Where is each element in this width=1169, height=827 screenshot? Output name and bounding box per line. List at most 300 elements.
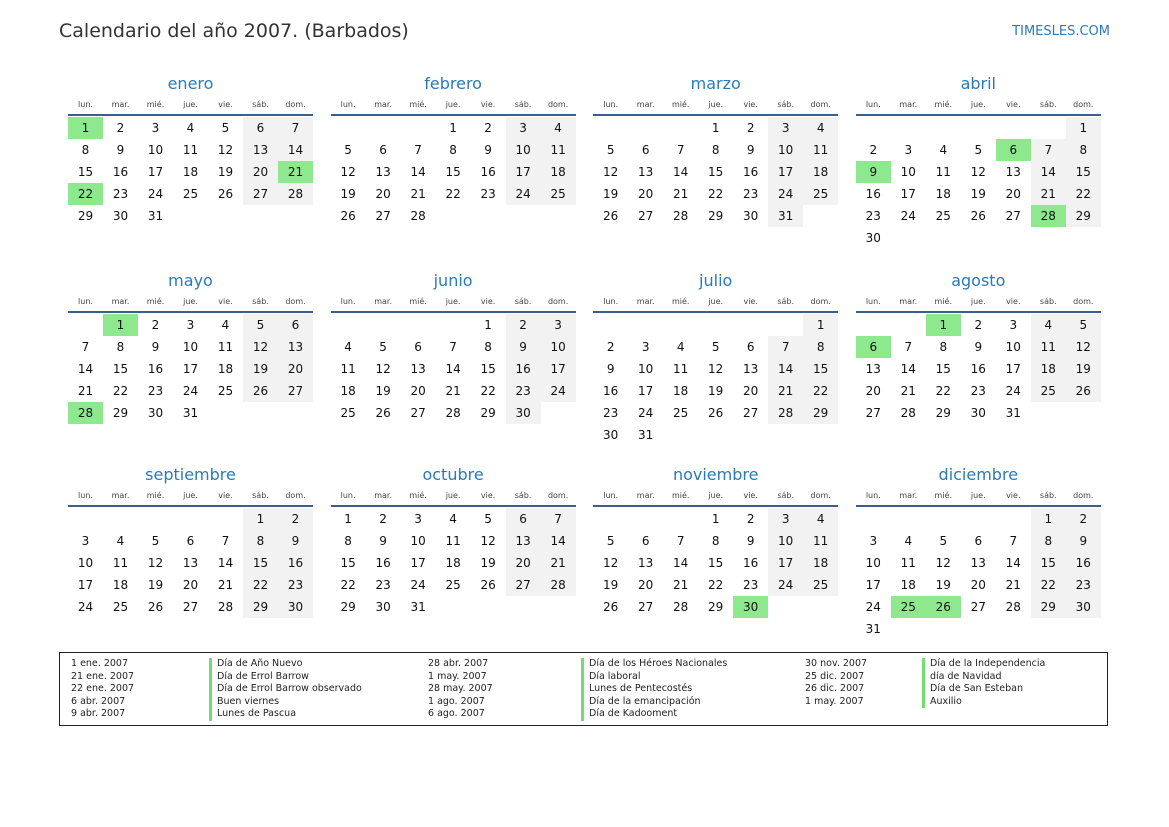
empty-cell (138, 508, 173, 530)
day-cell: 24 (900, 209, 916, 223)
weekday-label: vie. (218, 100, 233, 109)
empty-cell (1031, 117, 1066, 139)
day-cell: 29 (77, 209, 94, 223)
day-cell: 13 (243, 139, 278, 161)
weekday-label: vie. (743, 491, 758, 500)
day-cell: 17 (638, 384, 654, 398)
day-cell: 27 (865, 406, 881, 420)
weekday-label: dom. (1073, 100, 1094, 109)
weekday-label: sáb. (1039, 491, 1057, 500)
day-cell: 20 (410, 384, 426, 398)
weekday-label: jue. (970, 297, 986, 306)
day-cell: 7 (676, 534, 685, 548)
holiday-day-cell: 28 (1031, 205, 1066, 227)
day-cell: 20 (638, 187, 654, 201)
day-cell: 2 (974, 318, 983, 332)
day-cell: 31 (410, 600, 426, 614)
day-cell: 5 (606, 143, 615, 157)
day-cell: 13 (506, 530, 541, 552)
weekday-label: sáb. (777, 297, 795, 306)
day-cell: 9 (606, 362, 615, 376)
day-cell: 18 (182, 165, 199, 179)
day-cell: 9 (1066, 530, 1101, 552)
day-cell: 2 (506, 314, 541, 336)
day-cell: 5 (711, 340, 720, 354)
legend-holiday-name: Día de Año Nuevo (209, 658, 362, 671)
day-cell: 28 (445, 406, 461, 420)
day-cell: 24 (638, 406, 654, 420)
empty-cell (926, 508, 961, 530)
month-octubre (331, 463, 576, 653)
weekday-label: lun. (865, 297, 881, 306)
day-cell: 24 (182, 384, 199, 398)
weekday-label: sáb. (1039, 297, 1057, 306)
day-cell: 2 (746, 512, 755, 526)
day-cell: 19 (1066, 358, 1101, 380)
month-name: julio (699, 271, 733, 290)
header-rule (856, 114, 1101, 116)
day-cell: 25 (182, 187, 199, 201)
day-cell: 27 (743, 406, 759, 420)
day-cell: 15 (708, 165, 724, 179)
day-grid (331, 117, 576, 227)
legend-date: 22 ene. 2007 (71, 683, 135, 695)
empty-cell (593, 314, 628, 336)
weekday-label: vie. (1006, 100, 1021, 109)
day-cell: 31 (865, 622, 881, 636)
day-cell: 9 (746, 143, 755, 157)
day-grid (68, 117, 313, 227)
day-cell: 24 (77, 600, 94, 614)
day-cell: 22 (803, 380, 838, 402)
legend-date: 1 ago. 2007 (428, 695, 485, 707)
day-cell: 8 (711, 143, 720, 157)
day-grid (856, 314, 1101, 424)
day-cell: 16 (506, 358, 541, 380)
weekday-header (68, 487, 313, 505)
day-cell: 15 (803, 358, 838, 380)
weekday-label: lun. (78, 491, 93, 500)
empty-cell (628, 117, 663, 139)
day-cell: 30 (112, 209, 129, 223)
day-cell: 10 (541, 336, 576, 358)
day-cell: 2 (484, 121, 492, 135)
day-cell: 27 (638, 209, 654, 223)
weekday-label: jue. (708, 100, 724, 109)
weekday-label: sáb. (777, 100, 795, 109)
day-cell: 12 (603, 556, 619, 570)
day-cell: 14 (410, 165, 426, 179)
empty-cell (401, 314, 436, 336)
day-cell: 14 (278, 139, 313, 161)
day-cell: 19 (708, 384, 724, 398)
day-cell: 3 (641, 340, 650, 354)
day-cell: 13 (182, 556, 199, 570)
empty-cell (768, 314, 803, 336)
weekday-label: jue. (708, 297, 724, 306)
day-cell: 27 (278, 380, 313, 402)
day-cell: 28 (673, 209, 689, 223)
holiday-day-cell: 30 (733, 596, 768, 618)
legend-date: 21 ene. 2007 (71, 670, 135, 682)
holiday-day-cell: 1 (103, 314, 138, 336)
day-cell: 13 (375, 165, 391, 179)
day-cell: 1 (803, 314, 838, 336)
month-junio (331, 269, 576, 463)
legend-date: 6 abr. 2007 (71, 695, 126, 707)
day-cell: 18 (1031, 358, 1066, 380)
day-cell: 24 (541, 380, 576, 402)
day-cell: 16 (743, 165, 759, 179)
day-cell: 20 (865, 384, 881, 398)
legend-holiday-name: Día de San Esteban (922, 683, 1045, 696)
day-cell: 4 (676, 340, 685, 354)
weekday-header (331, 487, 576, 505)
day-cell: 4 (541, 117, 576, 139)
day-cell: 2 (151, 318, 160, 332)
month-name: septiembre (145, 465, 236, 484)
legend-holiday-name: Buen viernes (209, 696, 362, 709)
day-cell: 21 (768, 380, 803, 402)
empty-cell (996, 117, 1031, 139)
day-cell: 24 (506, 183, 541, 205)
weekday-label: sáb. (252, 100, 269, 109)
day-cell: 11 (673, 362, 689, 376)
day-cell: 27 (410, 406, 426, 420)
empty-cell (593, 508, 628, 530)
day-cell: 9 (484, 143, 492, 157)
day-cell: 7 (768, 336, 803, 358)
day-cell: 7 (541, 508, 576, 530)
empty-cell (436, 314, 471, 336)
month-name: marzo (690, 74, 741, 93)
day-cell: 24 (147, 187, 164, 201)
empty-cell (733, 314, 768, 336)
legend-names-column (581, 658, 727, 721)
holiday-day-cell: 22 (68, 183, 103, 205)
day-cell: 8 (711, 534, 720, 548)
day-cell: 17 (147, 165, 164, 179)
day-cell: 30 (865, 231, 881, 245)
day-cell: 8 (344, 534, 352, 548)
day-cell: 11 (1031, 336, 1066, 358)
day-cell: 31 (147, 209, 164, 223)
month-name: octubre (422, 465, 484, 484)
day-cell: 14 (217, 556, 234, 570)
weekday-label: jue. (708, 491, 724, 500)
weekday-label: mar. (636, 297, 655, 306)
weekday-header (856, 487, 1101, 505)
day-cell: 31 (182, 406, 199, 420)
day-cell: 10 (77, 556, 94, 570)
weekday-label: jue. (183, 491, 198, 500)
weekday-label: dom. (1073, 491, 1094, 500)
empty-cell (366, 117, 401, 139)
day-cell: 20 (243, 161, 278, 183)
day-grid (593, 314, 838, 446)
day-cell: 27 (970, 600, 986, 614)
day-cell: 20 (970, 578, 986, 592)
day-cell: 26 (340, 209, 356, 223)
legend-names-column (209, 658, 362, 721)
weekday-label: mié. (146, 297, 165, 306)
day-cell: 26 (603, 209, 619, 223)
holiday-day-cell: 6 (856, 336, 891, 358)
weekday-label: mié. (934, 297, 953, 306)
day-cell: 5 (243, 314, 278, 336)
day-cell: 25 (541, 183, 576, 205)
day-cell: 23 (603, 406, 619, 420)
weekday-label: mié. (671, 491, 690, 500)
empty-cell (366, 314, 401, 336)
day-cell: 16 (743, 556, 759, 570)
day-cell: 21 (77, 384, 94, 398)
day-cell: 6 (278, 314, 313, 336)
legend-date: 30 nov. 2007 (805, 658, 868, 669)
day-cell: 21 (673, 187, 689, 201)
weekday-header (856, 293, 1101, 311)
weekday-label: mié. (671, 100, 690, 109)
day-cell: 4 (939, 143, 948, 157)
day-cell: 11 (445, 534, 461, 548)
day-cell: 8 (1066, 139, 1101, 161)
month-marzo (593, 72, 838, 269)
day-cell: 22 (935, 384, 951, 398)
day-cell: 20 (182, 578, 199, 592)
month-noviembre (593, 463, 838, 653)
weekday-label: jue. (445, 297, 461, 306)
empty-cell (663, 314, 698, 336)
month-name: agosto (951, 271, 1006, 290)
day-cell: 19 (480, 556, 496, 570)
day-cell: 10 (638, 362, 654, 376)
day-cell: 1 (484, 318, 492, 332)
day-cell: 29 (480, 406, 496, 420)
day-cell: 13 (410, 362, 426, 376)
day-cell: 17 (506, 161, 541, 183)
empty-cell (401, 117, 436, 139)
weekday-label: mié. (146, 100, 165, 109)
day-cell: 19 (375, 384, 391, 398)
day-cell: 12 (243, 336, 278, 358)
day-cell: 4 (221, 318, 230, 332)
day-cell: 11 (935, 165, 951, 179)
day-cell: 2 (746, 121, 755, 135)
weekday-label: dom. (285, 100, 306, 109)
day-cell: 18 (445, 556, 461, 570)
header-rule (331, 505, 576, 507)
day-cell: 24 (768, 574, 803, 596)
day-cell: 15 (708, 556, 724, 570)
day-cell: 29 (935, 406, 951, 420)
header-rule (331, 114, 576, 116)
month-septiembre (68, 463, 313, 653)
day-grid (593, 117, 838, 227)
day-cell: 22 (480, 384, 496, 398)
day-cell: 12 (935, 556, 951, 570)
weekday-label: jue. (183, 297, 198, 306)
weekday-label: mié. (409, 100, 427, 109)
day-cell: 30 (147, 406, 164, 420)
day-cell: 13 (638, 165, 654, 179)
month-diciembre (856, 463, 1101, 653)
day-cell: 27 (1005, 209, 1021, 223)
legend-date: 28 may. 2007 (428, 683, 493, 695)
legend-holiday-name: día de Navidad (922, 671, 1045, 684)
day-cell: 6 (746, 340, 755, 354)
day-cell: 31 (1005, 406, 1021, 420)
day-cell: 26 (217, 187, 234, 201)
day-cell: 7 (1031, 139, 1066, 161)
day-cell: 6 (506, 508, 541, 530)
empty-cell (926, 117, 961, 139)
day-cell: 28 (278, 183, 313, 205)
day-cell: 28 (541, 574, 576, 596)
weekday-label: lun. (865, 100, 881, 109)
day-cell: 8 (449, 143, 457, 157)
empty-cell (628, 314, 663, 336)
weekday-label: mar. (899, 297, 918, 306)
day-cell: 21 (445, 384, 461, 398)
day-cell: 21 (217, 578, 234, 592)
day-cell: 27 (506, 574, 541, 596)
day-cell: 18 (112, 578, 129, 592)
legend-holiday-name: Día laboral (581, 671, 727, 684)
weekday-label: sáb. (514, 297, 532, 306)
day-cell: 3 (768, 508, 803, 530)
weekday-label: mié. (146, 491, 165, 500)
day-cell: 8 (939, 340, 948, 354)
weekday-label: mar. (374, 100, 392, 109)
site-link[interactable]: TIMESLES.COM (1012, 24, 1110, 39)
day-cell: 23 (743, 187, 759, 201)
day-cell: 16 (970, 362, 986, 376)
weekday-label: dom. (547, 100, 569, 109)
day-cell: 25 (112, 600, 129, 614)
holiday-day-cell: 21 (278, 161, 313, 183)
day-grid (856, 117, 1101, 249)
day-cell: 14 (673, 165, 689, 179)
day-cell: 2 (869, 143, 878, 157)
day-cell: 26 (970, 209, 986, 223)
day-cell: 29 (708, 209, 724, 223)
holiday-day-cell: 6 (996, 139, 1031, 161)
day-cell: 24 (410, 578, 426, 592)
weekday-header (593, 96, 838, 114)
month-name: febrero (424, 74, 482, 93)
day-cell: 12 (147, 556, 164, 570)
empty-cell (663, 117, 698, 139)
day-grid (331, 314, 576, 424)
day-cell: 17 (410, 556, 426, 570)
empty-cell (331, 314, 366, 336)
day-cell: 6 (379, 143, 387, 157)
weekday-label: mar. (636, 100, 655, 109)
weekday-label: dom. (547, 297, 569, 306)
day-cell: 3 (768, 117, 803, 139)
day-cell: 1 (1066, 117, 1101, 139)
day-cell: 14 (673, 556, 689, 570)
weekday-label: sáb. (1039, 100, 1057, 109)
weekday-label: sáb. (252, 491, 269, 500)
weekday-label: sáb. (514, 491, 532, 500)
weekday-label: mar. (899, 491, 918, 500)
day-cell: 16 (480, 165, 496, 179)
day-cell: 27 (638, 600, 654, 614)
day-cell: 29 (243, 596, 278, 618)
weekday-label: dom. (547, 491, 569, 500)
day-cell: 21 (1031, 183, 1066, 205)
weekday-label: dom. (1073, 297, 1094, 306)
day-cell: 27 (243, 183, 278, 205)
day-cell: 3 (414, 512, 422, 526)
weekday-label: dom. (810, 100, 831, 109)
day-cell: 11 (182, 143, 199, 157)
day-cell: 25 (673, 406, 689, 420)
day-cell: 19 (147, 578, 164, 592)
day-cell: 10 (900, 165, 916, 179)
legend-holiday-name: Día de Errol Barrow (209, 671, 362, 684)
weekday-label: jue. (183, 100, 198, 109)
day-cell: 3 (541, 314, 576, 336)
day-cell: 13 (743, 362, 759, 376)
day-cell: 18 (673, 384, 689, 398)
day-cell: 17 (541, 358, 576, 380)
legend-holiday-name: Lunes de Pentecostés (581, 683, 727, 696)
weekday-header (68, 96, 313, 114)
day-cell: 5 (344, 143, 352, 157)
day-cell: 12 (603, 165, 619, 179)
weekday-header (68, 293, 313, 311)
day-cell: 16 (1066, 552, 1101, 574)
empty-cell (698, 314, 733, 336)
holiday-day-cell: 1 (926, 314, 961, 336)
weekday-label: sáb. (777, 491, 795, 500)
day-cell: 23 (1066, 574, 1101, 596)
legend-dates-column (428, 658, 493, 721)
weekday-label: lun. (603, 491, 619, 500)
day-cell: 23 (375, 578, 391, 592)
day-cell: 20 (278, 358, 313, 380)
day-cell: 5 (974, 143, 983, 157)
day-cell: 29 (340, 600, 356, 614)
day-cell: 3 (869, 534, 878, 548)
day-cell: 25 (445, 578, 461, 592)
day-cell: 9 (746, 534, 755, 548)
day-cell: 17 (900, 187, 916, 201)
day-cell: 25 (340, 406, 356, 420)
day-cell: 15 (77, 165, 94, 179)
day-cell: 12 (375, 362, 391, 376)
day-cell: 7 (904, 340, 913, 354)
day-cell: 12 (1066, 336, 1101, 358)
header-rule (593, 505, 838, 507)
day-cell: 8 (243, 530, 278, 552)
day-cell: 15 (445, 165, 461, 179)
day-cell: 1 (1031, 508, 1066, 530)
day-cell: 17 (1005, 362, 1021, 376)
holiday-day-cell: 9 (856, 161, 891, 183)
day-cell: 13 (970, 556, 986, 570)
day-cell: 22 (445, 187, 461, 201)
day-cell: 30 (278, 596, 313, 618)
weekday-label: lun. (603, 297, 619, 306)
weekday-label: lun. (340, 297, 356, 306)
day-cell: 5 (606, 534, 615, 548)
day-cell: 28 (768, 402, 803, 424)
day-cell: 3 (1009, 318, 1018, 332)
day-cell: 9 (379, 534, 387, 548)
